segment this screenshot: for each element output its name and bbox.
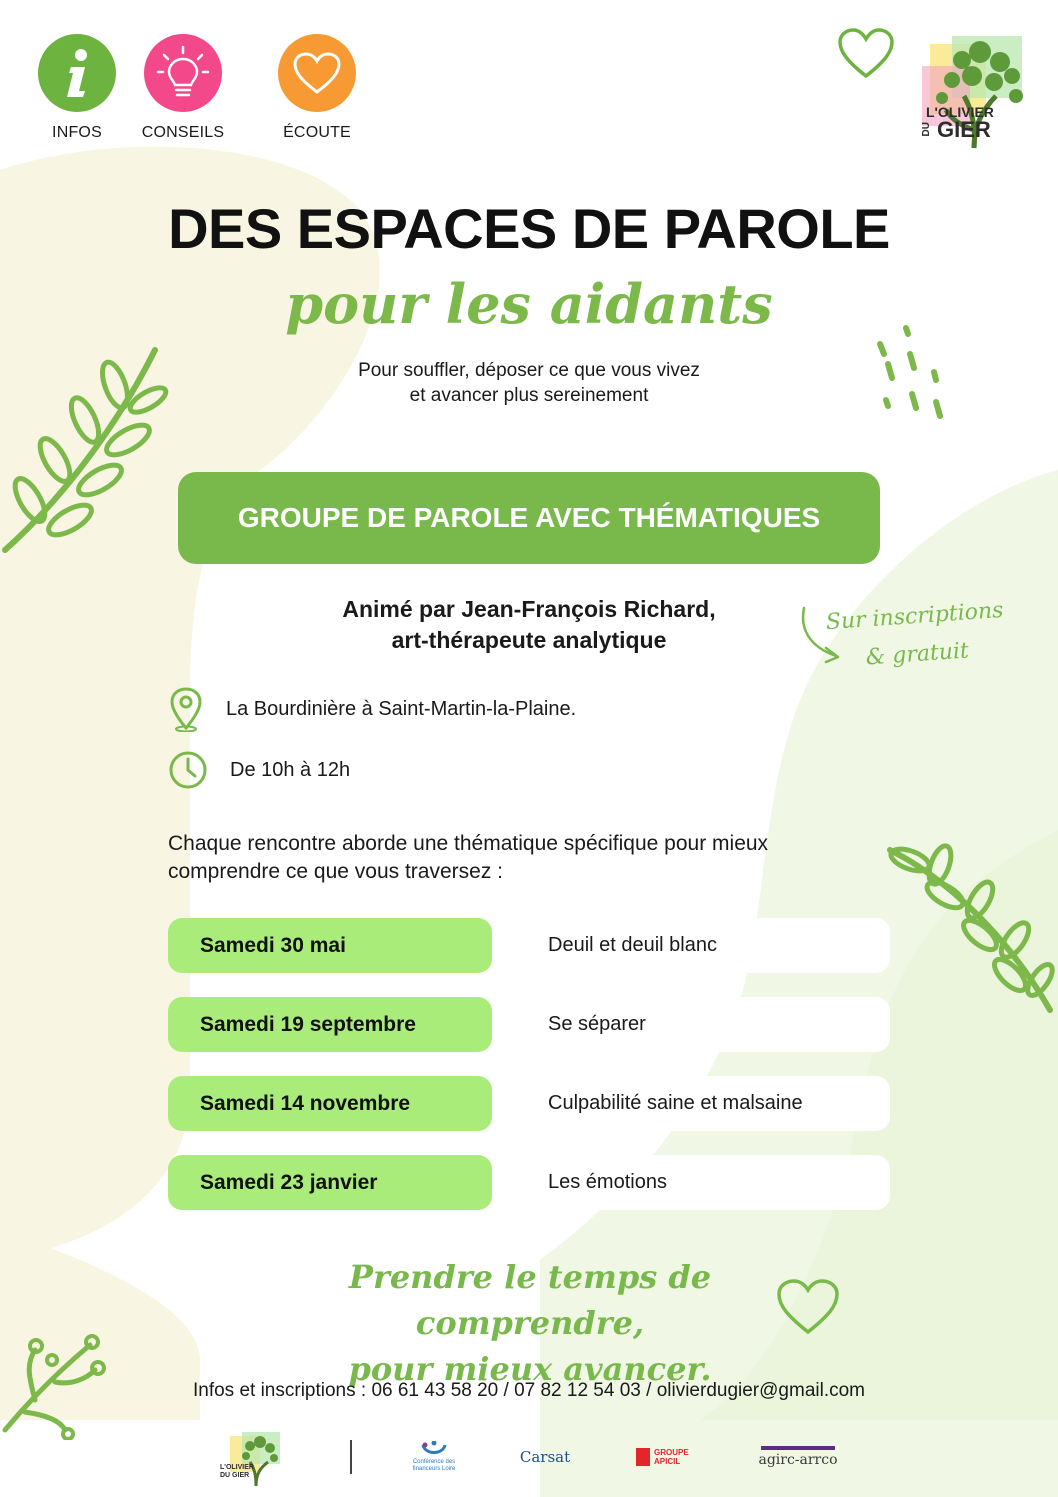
closing-line1: Prendre le temps de comprendre, [348, 1258, 712, 1342]
location-row [168, 686, 576, 732]
session-date: Samedi 30 mai [168, 918, 492, 973]
lightbulb-icon [144, 34, 222, 112]
agirc-bar [761, 1446, 835, 1450]
top-icon-ecoute [250, 34, 384, 142]
partner-carsat-logo [510, 1442, 580, 1472]
partner-conference-logo [404, 1436, 464, 1478]
animator-line1: Animé par Jean-François Richard, [342, 596, 716, 622]
partner-agirc-text: agirc-arrco [758, 1452, 838, 1468]
partner-divider [350, 1440, 352, 1474]
partner-carsat-text: Carsat [519, 1448, 571, 1466]
partner-conference-text: Conférence des financeurs Loire [412, 1459, 456, 1472]
top-icon-label: CONSEILS [141, 124, 225, 141]
top-icon-label: INFOS [52, 124, 102, 141]
session-theme: Les émotions [548, 1171, 667, 1193]
top-icon-row [38, 34, 384, 142]
page-subtitle: pour les aidants [285, 272, 773, 336]
clock-icon [168, 750, 208, 790]
time-row [168, 750, 350, 790]
top-icon-conseils [116, 34, 250, 142]
session-list [168, 918, 890, 1234]
intro-text: Chaque rencontre aborde une thématique spécifique pour mieux comprendre ce que vous traversez : [168, 832, 769, 883]
apicil-square-icon [636, 1448, 650, 1466]
heart-icon [278, 34, 356, 112]
logo-line1: L'OLIVIER [926, 104, 994, 120]
heart-outline-icon [836, 26, 896, 82]
olive-branch-right-icon [880, 840, 1058, 1020]
tagline-line1: Pour souffler, déposer ce que vous vivez [358, 360, 700, 381]
top-icon-infos [38, 34, 116, 142]
side-note-line2: & gratuit [864, 638, 970, 671]
tagline-line2: et avancer plus sereinement [409, 385, 649, 406]
top-icon-label: ÉCOUTE [283, 124, 351, 141]
tagline [0, 358, 1058, 408]
location-text: La Bourdinière à Saint-Martin-la-Plaine. [226, 697, 577, 720]
session-theme: Culpabilité saine et malsaine [548, 1092, 803, 1114]
animator-line2: art-thérapeute analytique [391, 627, 667, 653]
contact-line: Infos et inscriptions : 06 61 43 58 20 / 07 82 12 54 03 / olivierdugier@gmail.com [192, 1380, 865, 1401]
session-row [168, 997, 890, 1052]
partner-agirc-logo [756, 1442, 840, 1472]
partner-olivier-logo [220, 1430, 290, 1488]
partner-apicil-text: GROUPE APICIL [654, 1448, 689, 1466]
session-date: Samedi 19 septembre [168, 997, 492, 1052]
session-theme: Se séparer [548, 1013, 646, 1035]
session-row [168, 1076, 890, 1131]
group-banner: GROUPE DE PAROLE AVEC THÉMATIQUES [178, 472, 880, 564]
closing-line2: pour mieux avancer. [348, 1350, 712, 1388]
page-title: DES ESPACES DE PAROLE [168, 197, 890, 260]
logo-line2: DU [921, 122, 932, 137]
session-theme: Deuil et deuil blanc [548, 934, 717, 956]
partner-olivier-text: L'OLIVIER DU GIER [220, 1464, 254, 1479]
session-row [168, 918, 890, 973]
partner-apicil-logo [634, 1442, 704, 1472]
session-date: Samedi 14 novembre [168, 1076, 492, 1131]
time-text: De 10h à 12h [230, 758, 351, 781]
logo-text [918, 104, 994, 142]
session-date: Samedi 23 janvier [168, 1155, 492, 1210]
info-icon [38, 34, 116, 112]
closing-quote [240, 1254, 820, 1392]
location-pin-icon [168, 686, 204, 732]
side-note [824, 592, 1009, 680]
heart-outline-icon [774, 1276, 842, 1338]
session-row [168, 1155, 890, 1210]
partner-logos [0, 1424, 1058, 1497]
side-note-line1: Sur inscriptions [825, 597, 1005, 636]
logo-line3: GIER [937, 117, 991, 142]
